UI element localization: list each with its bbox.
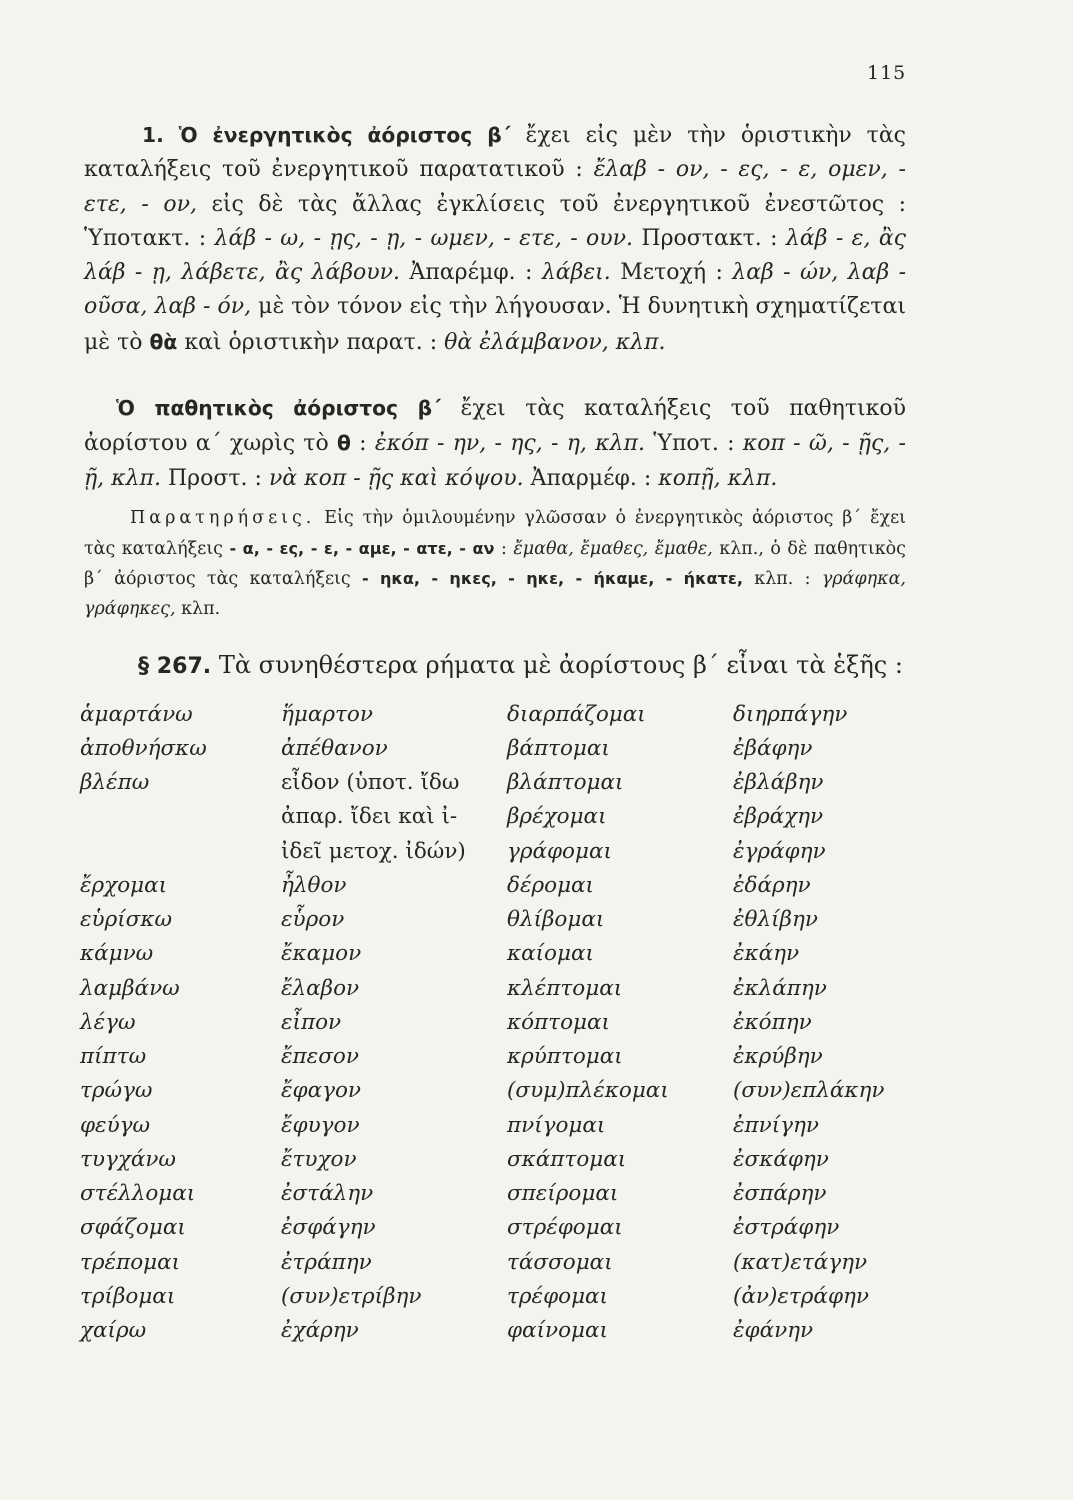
aorist-form: ἔτυχον bbox=[281, 1146, 357, 1172]
passive-aorist-form: ἐκάην bbox=[733, 941, 800, 967]
aorist-form: ἐτράπην bbox=[281, 1249, 372, 1275]
page-number: 115 bbox=[867, 62, 907, 84]
aorist-form: ἥμαρτον bbox=[281, 701, 373, 727]
present-form: σφάζομαι bbox=[80, 1215, 186, 1241]
present-form: λαμβάνω bbox=[80, 975, 180, 1001]
remarks-label: Παρατηρήσεις. bbox=[130, 508, 316, 528]
present-form: βλέπω bbox=[80, 770, 150, 796]
table-row bbox=[80, 1074, 910, 1108]
table-row bbox=[80, 971, 910, 1005]
table-row bbox=[80, 1108, 910, 1142]
present-form: τρίβομαι bbox=[80, 1283, 176, 1309]
aorist-form: εἶδον (ὑποτ. ἴδω bbox=[281, 770, 460, 796]
passive-present-form: σπείρομαι bbox=[507, 1181, 619, 1207]
table-row bbox=[80, 1005, 910, 1039]
table-row bbox=[80, 1040, 910, 1074]
aorist-form: ἐστάλην bbox=[281, 1181, 374, 1207]
table-row bbox=[80, 697, 910, 731]
passive-present-form: βλάπτομαι bbox=[507, 770, 624, 796]
table-row bbox=[80, 1314, 910, 1348]
aorist-form: ἔφαγον bbox=[281, 1078, 361, 1104]
table-row bbox=[80, 834, 910, 868]
present-form: τυγχάνω bbox=[80, 1146, 176, 1172]
present-form: λέγω bbox=[80, 1009, 136, 1035]
passive-aorist-form: ἐσκάφην bbox=[733, 1146, 829, 1172]
aorist-form: ἦλθον bbox=[281, 872, 347, 898]
present-form: εὑρίσκω bbox=[80, 907, 172, 933]
passive-present-form: (συμ)πλέκομαι bbox=[507, 1078, 669, 1104]
passive-present-form: κλέπτομαι bbox=[507, 975, 623, 1001]
verb-table bbox=[80, 697, 910, 1348]
paragraph-passive-aorist: Ὁ παθητικὸς ἀόριστος β΄ ἔχει τὰς καταλήξεις τοῦ παθητικοῦ ἀορίστου α΄ χωρὶς τὸ θ : ἐκόπ - ην, - ης, - η, κλπ. Ὑποτ. : κοπ - ῶ, - ῇς, - ῇ, κλπ. Προστ. : νὰ κοπ - ῇς καὶ κόψου. Ἀπαρμέφ. : κοπῇ, κλπ. bbox=[84, 396, 906, 491]
table-row bbox=[80, 1279, 910, 1313]
passive-present-form: κόπτομαι bbox=[507, 1009, 610, 1035]
passive-aorist-form: (ἀν)ετράφην bbox=[733, 1283, 869, 1309]
present-form: ἀποθνήσκω bbox=[80, 735, 207, 761]
passive-present-form: γράφομαι bbox=[507, 838, 612, 864]
present-form: πίπτω bbox=[80, 1044, 147, 1070]
table-row bbox=[80, 868, 910, 902]
heading-passive-aorist: Ὁ παθητικὸς ἀόριστος β΄ bbox=[116, 396, 442, 420]
passive-aorist-form: ἐβλάβην bbox=[733, 770, 824, 796]
paragraph-section-267: § 267. Τὰ συνηθέστερα ρήματα μὲ ἀορίστους β΄ εἶναι τὰ ἑξῆς : bbox=[138, 651, 903, 679]
passive-present-form: τάσσομαι bbox=[507, 1249, 613, 1275]
aorist-form: ἔπεσον bbox=[281, 1044, 359, 1070]
passive-aorist-form: (κατ)ετάγην bbox=[733, 1249, 868, 1275]
passive-aorist-form: ἐπνίγην bbox=[733, 1112, 819, 1138]
present-form: τρέπομαι bbox=[80, 1249, 181, 1275]
aorist-form: ἀπαρ. ἴδει καὶ ἰ- bbox=[281, 804, 458, 830]
aorist-form: ἔφυγον bbox=[281, 1112, 360, 1138]
table-row bbox=[80, 1142, 910, 1176]
passive-aorist-form: ἐβάφην bbox=[733, 735, 813, 761]
passive-aorist-form: διηρπάγην bbox=[733, 701, 848, 727]
table-row bbox=[80, 800, 910, 834]
passive-aorist-form: ἐκρύβην bbox=[733, 1044, 823, 1070]
present-form: ἁμαρτάνω bbox=[80, 701, 193, 727]
passive-present-form: φαίνομαι bbox=[507, 1318, 608, 1344]
aorist-form: ἀπέθανον bbox=[281, 735, 388, 761]
passive-aorist-form: ἐθλίβην bbox=[733, 907, 818, 933]
paragraph-remarks: Παρατηρήσεις. Εἰς τὴν ὁμιλουμένην γλῶσσαν ὁ ἐνεργητικὸς ἀόριστος β΄ ἔχει τὰς καταλήξεις - α, - ες, - ε, - αμε, - ατε, - αν : ἔμαθα, ἔμαθες, ἔμαθε, κλπ., ὁ δὲ παθητικὸς β΄ ἀόριστος τὰς καταλήξεις - ηκα, - ηκες, - ηκε, - ήκαμε, - ήκατε, κλπ. : γράφηκα, γράφηκες, κλπ. bbox=[84, 508, 906, 619]
passive-present-form: βρέχομαι bbox=[507, 804, 607, 830]
heading-active-aorist: Ὁ ἐνεργητικὸς ἀόριστος β΄ bbox=[178, 123, 511, 147]
passive-aorist-form: ἐβράχην bbox=[733, 804, 824, 830]
aorist-form: (συν)ετρίβην bbox=[281, 1283, 422, 1309]
table-row bbox=[80, 937, 910, 971]
passive-aorist-form: ἐδάρην bbox=[733, 872, 811, 898]
section-number: 1. bbox=[142, 123, 164, 147]
aorist-form: εἶπον bbox=[281, 1009, 342, 1035]
present-form: τρώγω bbox=[80, 1078, 153, 1104]
passive-aorist-form: ἐστράφην bbox=[733, 1215, 840, 1241]
present-form: στέλλομαι bbox=[80, 1181, 196, 1207]
aorist-form: ἐχάρην bbox=[281, 1318, 359, 1344]
aorist-form: ἔλαβον bbox=[281, 975, 360, 1001]
present-form: χαίρω bbox=[80, 1318, 147, 1344]
passive-aorist-form: ἐγράφην bbox=[733, 838, 826, 864]
passive-present-form: διαρπάζομαι bbox=[507, 701, 646, 727]
aorist-form: ἐσφάγην bbox=[281, 1215, 376, 1241]
passive-present-form: στρέφομαι bbox=[507, 1215, 623, 1241]
passive-present-form: κρύπτομαι bbox=[507, 1044, 623, 1070]
passive-present-form: καίομαι bbox=[507, 941, 594, 967]
section-267-number: § 267. bbox=[138, 654, 212, 679]
passive-aorist-form: ἐφάνην bbox=[733, 1318, 814, 1344]
table-row bbox=[80, 1177, 910, 1211]
passive-aorist-form: ἐκλάπην bbox=[733, 975, 827, 1001]
passive-present-form: δέρομαι bbox=[507, 872, 594, 898]
passive-present-form: σκάπτομαι bbox=[507, 1146, 627, 1172]
passive-aorist-form: ἐκόπην bbox=[733, 1009, 812, 1035]
passive-present-form: βάπτομαι bbox=[507, 735, 610, 761]
aorist-form: εὗρον bbox=[281, 907, 345, 933]
present-form: ἔρχομαι bbox=[80, 872, 168, 898]
table-row bbox=[80, 1211, 910, 1245]
passive-aorist-form: (συν)επλάκην bbox=[733, 1078, 885, 1104]
passive-aorist-form: ἐσπάρην bbox=[733, 1181, 827, 1207]
aorist-form: ἰδεῖ μετοχ. ἰδών) bbox=[281, 838, 466, 864]
present-form: κάμνω bbox=[80, 941, 154, 967]
paragraph-active-aorist: 1. Ὁ ἐνεργητικὸς ἀόριστος β΄ ἔχει εἰς μὲν τὴν ὁριστικὴν τὰς καταλήξεις τοῦ ἐνεργητικοῦ παρατατικοῦ : ἔλαβ - ον, - ες, - ε, ομεν, - ετε, - ον, εἰς δὲ τὰς ἄλλας ἐγκλίσεις τοῦ ἐνεργητικοῦ ἐνεστῶτος : Ὑποτακτ. : λάβ - ω, - ῃς, - ῃ, - ωμεν, - ετε, - ουν. Προστακτ. : λάβ - ε, ἂς λάβ - ῃ, λάβετε, ἂς λάβουν. Ἀπαρέμφ. : λάβει. Μετοχή : λαβ - ών, λαβ - οῦσα, λαβ - όν, μὲ τὸν τόνον εἰς τὴν λήγουσαν. Ἡ δυνητικὴ σχηματίζεται μὲ τὸ θὰ καὶ ὁριστικὴν παρατ. : θὰ ἐλάμβανον, κλπ. bbox=[84, 123, 907, 355]
table-row bbox=[80, 1245, 910, 1279]
aorist-form: ἔκαμον bbox=[281, 941, 362, 967]
table-row bbox=[80, 731, 910, 765]
passive-present-form: πνίγομαι bbox=[507, 1112, 606, 1138]
table-row bbox=[80, 903, 910, 937]
passive-present-form: τρέφομαι bbox=[507, 1283, 608, 1309]
table-row bbox=[80, 766, 910, 800]
passive-present-form: θλίβομαι bbox=[507, 907, 605, 933]
present-form: φεύγω bbox=[80, 1112, 151, 1138]
